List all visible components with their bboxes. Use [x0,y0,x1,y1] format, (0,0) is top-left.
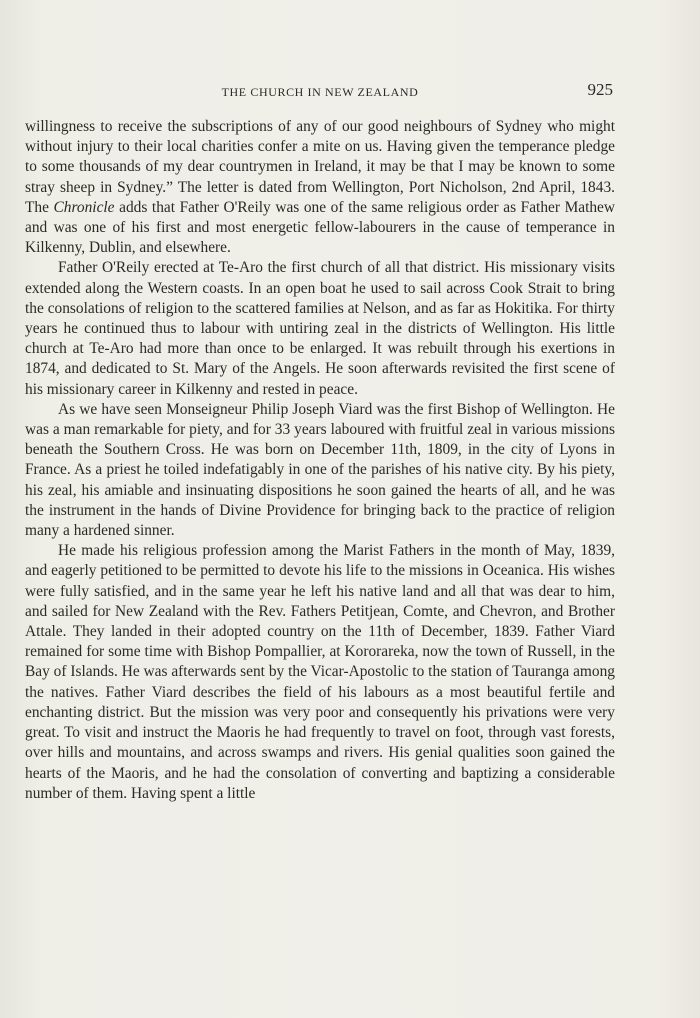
paragraph [25,400,615,541]
text-segment: willingness to receive the subscriptions of any of our good neighbours of Sydney who might without injury to their local charities confer a mite on us. Having given the temperance pledge to some thousands of my dear countrymen in Ireland, it may be that I may be known to some stray sheep in Sydney.” The letter is dated from Wellington, Port Nicholson, 2nd April, 1843. The [25,118,615,216]
body-text [25,117,615,804]
page-number: 925 [587,80,613,99]
italic-title: Chronicle [53,198,115,216]
running-title: THE CHURCH IN NEW ZEALAND [221,85,419,99]
paragraph [25,541,615,804]
running-head [25,82,615,102]
paragraph [25,258,615,399]
text-segment: He made his religious profession among the Marist Fathers in the month of May, 1839, and eagerly petitioned to be permitted to devote his life to the missions in Oceanica. His wishes were fully satisfied, and in the same year he left his native land and all that was dear to him, and sailed for New Zealand with the Rev. Fathers Petitjean, Comte, and Chevron, and Brother Attale. They landed in their adopted country on the 11th of December, 1839. Father Viard remained for some time with Bishop Pompallier, at Kororareka, now the town of Russell, in the Bay of Islands. He was afterwards sent by the Vicar-Apostolic to the station of Tauranga among the natives. Father Viard describes the field of his labours as a most beautiful fertile and enchanting district. But the mission was very poor and consequently his privations were very great. To visit and instruct the Maoris he had frequently to travel on foot, through vast forests, over hills and mountains, and across swamps and rivers. His genial qualities soon gained the hearts of the Maoris, and he had the consolation of converting and baptizing a considerable number of them. Having spent a little [25,542,615,802]
text-segment: adds that Father O'Reily was one of the same religious order as Father Mathew and was one of his first and most energetic fellow-labourers in the cause of temperance in Kilkenny, Dublin, and elsewhere. [25,198,615,257]
text-segment: As we have seen Monseigneur Philip Joseph Viard was the first Bishop of Wellington. He was a man remarkable for piety, and for 33 years laboured with fruitful zeal in various missions beneath the Southern Cross. He was born on December 11th, 1809, in the city of Lyons in France. As a priest he toiled indefatigably in one of the parishes of his native city. By his piety, his zeal, his amiable and insinuating dispositions he soon gained the hearts of all, and he was the instrument in the hands of Divine Providence for bringing back to the practice of religion many a hardened sinner. [25,400,615,540]
text-segment: Father O'Reily erected at Te-Aro the first church of all that district. His missionary visits extended along the Western coasts. In an open boat he used to sail across Cook Strait to bring the consolations of religion to the scattered families at Nelson, and as far as Hokitika. For thirty years he continued thus to labour with untiring zeal in the districts of Wellington. His little church at Te-Aro had more than once to be enlarged. It was rebuilt through his exertions in 1874, and dedicated to St. Mary of the Angels. He soon afterwards revisited the first scene of his missionary career in Kilkenny and rested in peace. [25,259,615,398]
paragraph [25,117,615,258]
